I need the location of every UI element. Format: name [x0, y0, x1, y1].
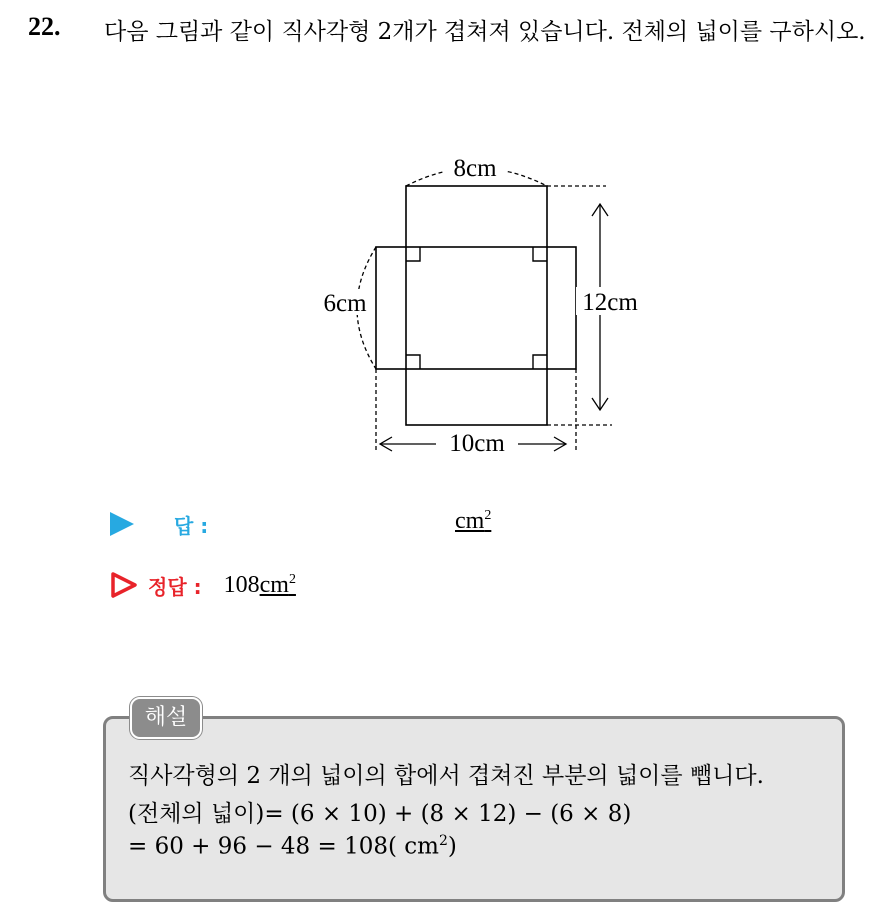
label-top: 8cm — [453, 155, 497, 182]
answer-row — [110, 506, 208, 542]
answer-label: 답 : — [174, 513, 209, 538]
answer-unit[interactable]: $cm^2$ — [455, 508, 492, 534]
question-text: 다음 그림과 같이 직사각형 2개가 겹쳐져 있습니다. 전체의 넓이를 구하시오. — [104, 19, 866, 45]
tall-rectangle — [406, 186, 547, 425]
play-icon — [110, 512, 134, 536]
correct-answer-row — [110, 567, 296, 603]
explanation-box — [103, 716, 845, 902]
triangle-outline-icon — [110, 571, 138, 599]
question-number: 22. — [28, 12, 61, 41]
label-right: 12cm — [582, 289, 638, 316]
label-left: 6cm — [323, 290, 367, 317]
correct-value: $108cm^2$ — [223, 571, 296, 598]
explanation-line-2: (전체의 넓이)= (6 × 10) + (8 × 12) − (6 × 8) — [128, 801, 632, 827]
correct-label: 정답 : — [148, 574, 202, 599]
right-angle-markers — [406, 247, 547, 369]
explanation-tag: 해설 — [130, 697, 202, 739]
explanation-line-3: = 60 + 96 − 48 = 108( $cm^2$) — [128, 833, 457, 860]
explanation-line-1: 직사각형의 2 개의 넓이의 합에서 겹쳐진 부분의 넓이를 뺍니다. — [128, 763, 764, 789]
label-bottom: 10cm — [449, 430, 505, 457]
